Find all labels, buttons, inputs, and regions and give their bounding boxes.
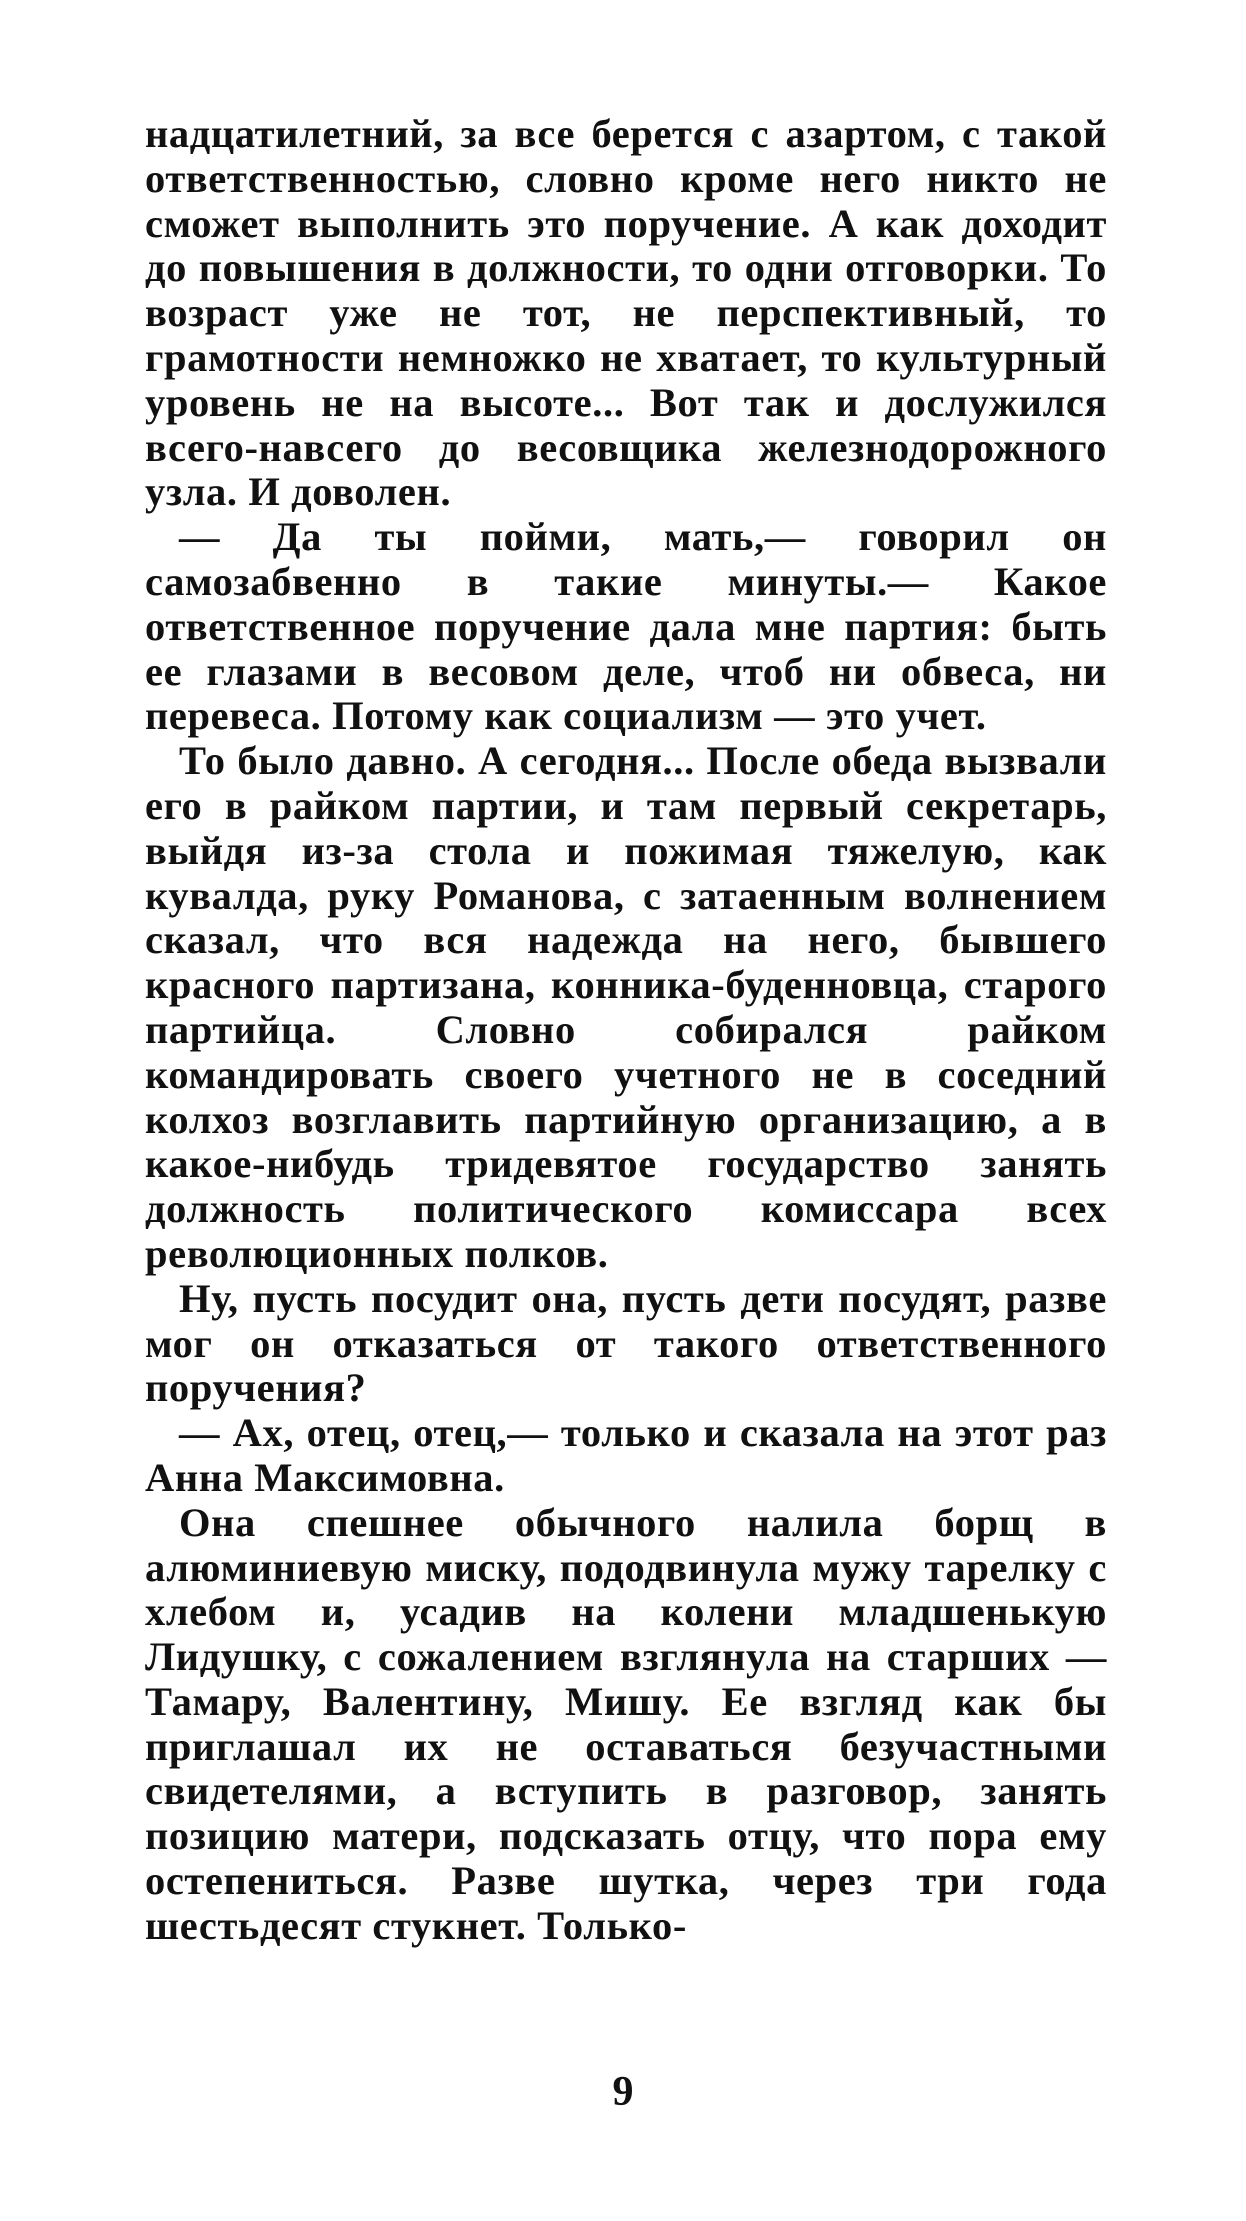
- paragraph-1: надцатилетний, за все берется с азартом, с такой ответственностью, словно кроме него никто не сможет выполнить это поручение. А как доходит до повышения в должности, то одни отговорки. То возраст уже не тот, не перспективный, то грамотности немножко не хватает, то культурный уровень не на высоте... Вот так и дослужился всего-навсего до весовщика железнодорожного узла. И доволен.: [145, 111, 1107, 515]
- page-number: 9: [612, 2069, 634, 2115]
- paragraph-6: Она спешнее обычного налила борщ в алюминиевую миску, пододвинула мужу тарелку с хлебом и, усадив на колени младшенькую Лидушку, с сожалением взглянула на старших — Тамару, Валентину, Мишу. Ее взгляд как бы приглашал их не оставаться безучастными свидетелями, а вступить в разговор, занять позицию матери, подсказать отцу, что пора ему остепениться. Разве шутка, через три года шестьдесят стукнет. Только-: [145, 1499, 1107, 1948]
- paragraph-3: То было давно. А сегодня... После обеда вызвали его в райком партии, и там первый секретарь, выйдя из-за стола и пожимая тяжелую, как кувалда, руку Романова, с затаенным волнением сказал, что вся надежда на него, бывшего красного партизана, конника-буденновца, старого партийца. Словно собирался райком командировать своего учетного не в соседний колхоз возглавить партийную организацию, а в какое-нибудь тридевятое государство занять должность политического комиссара всех революционных полков.: [145, 738, 1107, 1276]
- body-text: [145, 112, 1107, 1949]
- paragraph-4: Ну, пусть посудит она, пусть дети посудят, разве мог он отказаться от такого ответственного поручения?: [145, 1275, 1107, 1411]
- paragraph-5: — Ах, отец, отец,— только и сказала на этот раз Анна Максимовна.: [145, 1410, 1107, 1500]
- paragraph-2: — Да ты пойми, мать,— говорил он самозабвенно в такие минуты.— Какое ответственное поручение дала мне партия: быть ее глазами в весовом деле, чтоб ни обвеса, ни перевеса. Потому как социализм — это учет.: [145, 514, 1107, 739]
